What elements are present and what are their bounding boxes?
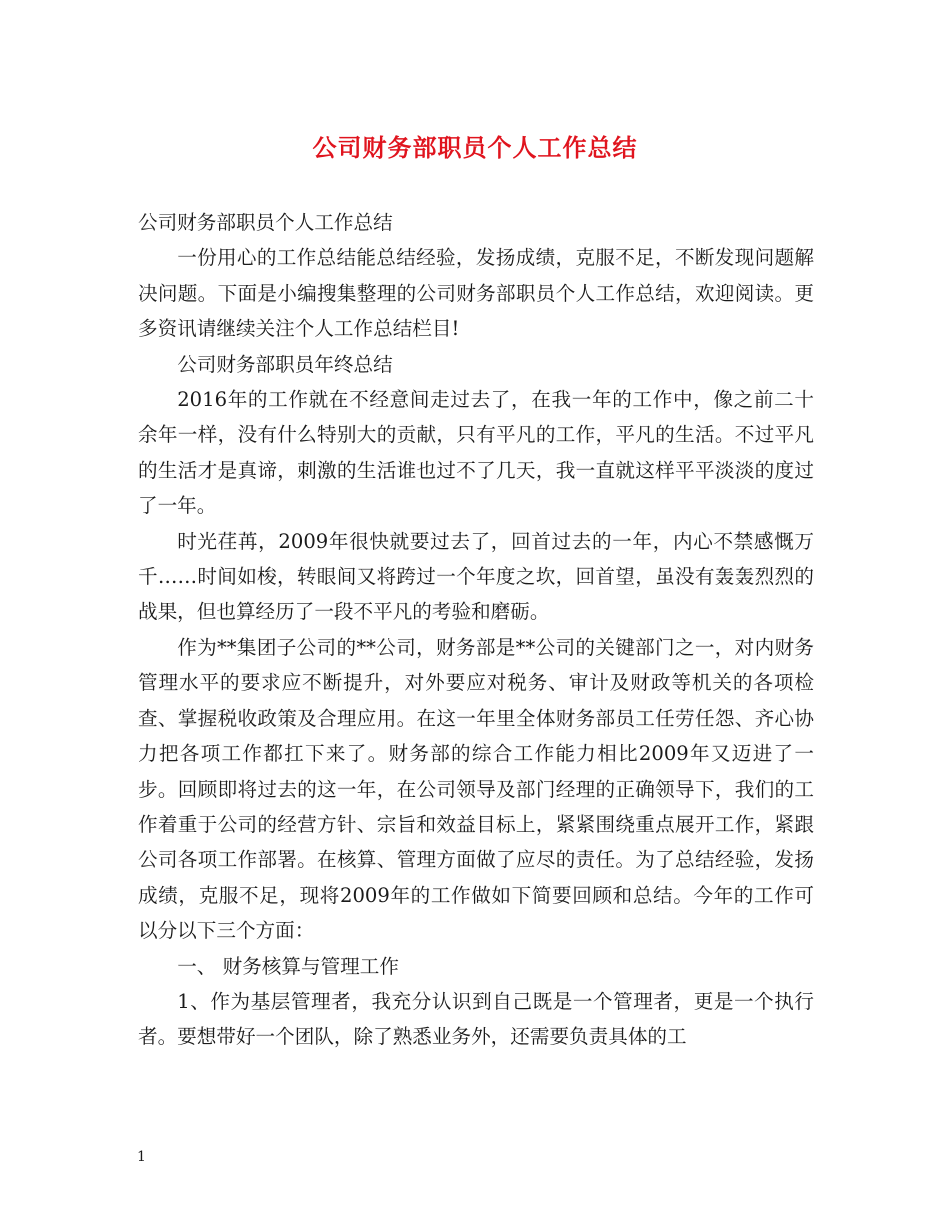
body-paragraph: 1、作为基层管理者，我充分认识到自己既是一个管理者，更是一个执行者。要想带好一个团队，除了熟悉业务外，还需要负责具体的工: [138, 989, 814, 1049]
body-paragraph: 作为**集团子公司的**公司，财务部是**公司的关键部门之一，对内财务管理水平的要求应不断提升，对外要应对税务、审计及财政等机关的各项检查、掌握税收政策及合理应用。在这一年里全体财务部员工任劳任怨、齐心协力把各项工作都扛下来了。财务部的综合工作能力相比2009年又迈进了一步。回顾即将过去的这一年，在公司领导及部门经理的正确领导下，我们的工作着重于公司的经营方针、宗旨和效益目标上，紧紧围绕重点展开工作，紧跟公司各项工作部署。在核算、管理方面做了应尽的责任。为了总结经验，发扬成绩，克服不足，现将2009年的工作做如下简要回顾和总结。今年的工作可以分以下三个方面：: [138, 635, 814, 943]
body-heading: 公司财务部职员个人工作总结: [138, 211, 393, 234]
body-paragraph: 2016年的工作就在不经意间走过去了，在我一年的工作中，像之前二十余年一样，没有什么特别大的贡献，只有平凡的工作，平凡的生活。不过平凡的生活才是真谛，刺激的生活谁也过不了几天，我一直就这样平平淡淡的度过了一年。: [138, 388, 814, 518]
page-number: 1: [137, 1149, 146, 1165]
body-paragraph: 时光荏苒，2009年很快就要过去了，回首过去的一年，内心不禁感慨万千……时间如梭，转眼间又将跨过一个年度之坎，回首望，虽没有轰轰烈烈的战果，但也算经历了一段不平凡的考验和磨砺。: [138, 529, 814, 624]
document-title: 公司财务部职员个人工作总结: [312, 133, 638, 162]
section-heading: 一、 财务核算与管理工作: [177, 954, 399, 978]
section-subtitle: 公司财务部职员年终总结: [177, 352, 393, 376]
document-body: [138, 205, 814, 1055]
intro-paragraph: 一份用心的工作总结能总结经验，发扬成绩，克服不足，不断发现问题解决问题。下面是小编搜集整理的公司财务部职员个人工作总结，欢迎阅读。更多资讯请继续关注个人工作总结栏目!: [138, 246, 814, 341]
